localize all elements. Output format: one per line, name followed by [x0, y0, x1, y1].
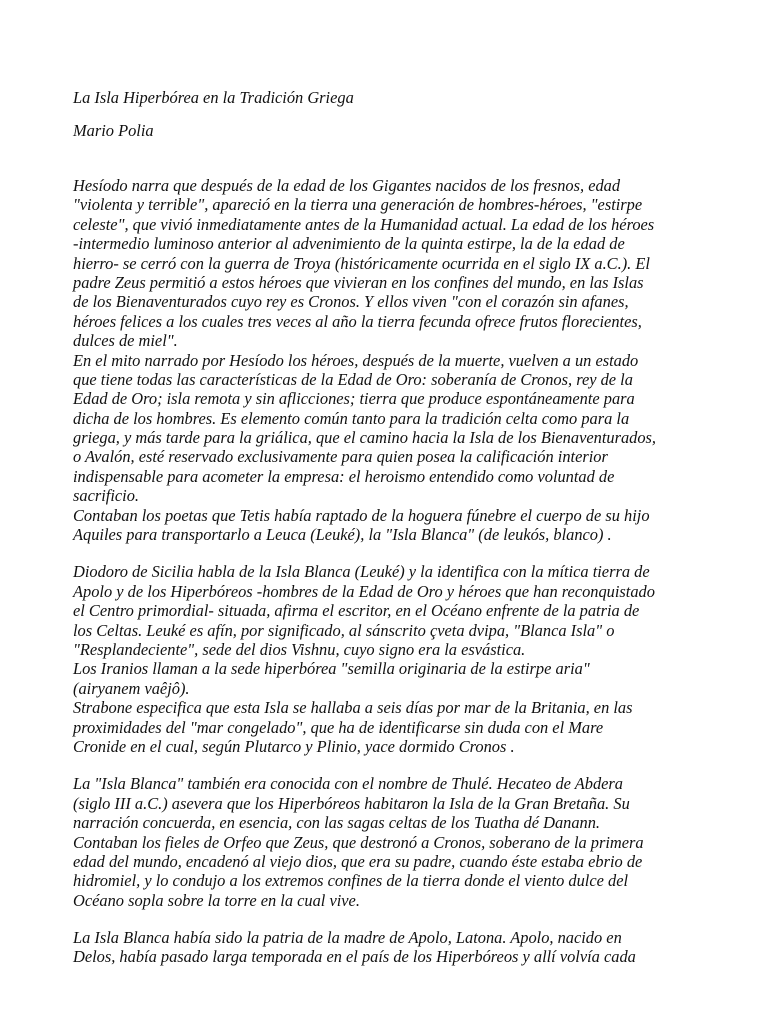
text-line: La "Isla Blanca" también era conocida con el nombre de Thulé. Hecateo de Abdera	[73, 774, 623, 794]
text-line: Aquiles para transportarlo a Leuca (Leuké), la "Isla Blanca" (de leukós, blanco) .	[73, 525, 612, 545]
text-line: los Celtas. Leuké es afín, por significado, al sánscrito çveta dvipa, "Blanca Isla" o	[73, 620, 615, 640]
text-line: sacrificio.	[73, 486, 140, 506]
text-line: griega, y más tarde para la griálica, que el camino hacia la Isla de los Bienaventurados,	[73, 428, 657, 448]
text-line: o Avalón, esté reservado exclusivamente para quien posea la calificación interior	[73, 447, 608, 467]
text-line: (siglo III a.C.) asevera que los Hiperbóreos habitaron la Isla de la Gran Bretaña. Su	[73, 793, 630, 813]
text-line: Océano sopla sobre la torre en la cual vive.	[73, 890, 360, 910]
text-line: Hesíodo narra que después de la edad de los Gigantes nacidos de los fresnos, edad	[73, 176, 621, 195]
text-line: Cronide en el cual, según Plutarco y Plinio, yace dormido Cronos .	[73, 736, 515, 756]
text-line: -intermedio luminoso anterior al advenimiento de la quinta estirpe, la de la edad de	[73, 234, 625, 254]
text-line: el Centro primordial- situada, afirma el escritor, en el Océano enfrente de la patria de	[73, 601, 640, 621]
paragraph	[73, 928, 703, 967]
paragraph-gap	[73, 756, 703, 774]
text-line: dulces de miel".	[73, 331, 178, 351]
text-line: Los Iranios llaman a la sede hiperbórea "semilla originaria de la estirpe aria"	[73, 659, 590, 679]
paragraph-gap	[73, 544, 703, 562]
text-line: hierro- se cerró con la guerra de Troya (históricamente ocurrida en el siglo IX a.C.). El	[73, 253, 650, 273]
document-body	[73, 176, 703, 967]
paragraph	[73, 562, 703, 756]
text-line: Edad de Oro; isla remota y sin aflicciones; tierra que produce espontáneamente para	[73, 389, 635, 409]
text-line: padre Zeus permitió a estos héroes que vivieran en los confines del mundo, en las Islas	[73, 272, 644, 292]
text-line: La Isla Blanca había sido la patria de la madre de Apolo, Latona. Apolo, nacido en	[73, 928, 622, 948]
text-line: dicha de los hombres. Es elemento común tanto para la tradición celta como para la	[73, 408, 630, 428]
paragraph-gap	[73, 910, 703, 928]
document-author: Mario Polia	[73, 121, 154, 140]
text-line: héroes felices a los cuales tres veces al año la tierra fecunda ofrece frutos florecientes,	[73, 311, 642, 331]
text-line: Diodoro de Sicilia habla de la Isla Blanca (Leuké) y la identifica con la mítica tierra de	[73, 562, 650, 582]
text-line: narración concuerda, en esencia, con las sagas celtas de los Tuatha dé Danann.	[73, 813, 601, 833]
text-line: indispensable para acometer la empresa: el heroismo entendido como voluntad de	[73, 466, 615, 486]
text-line: "Resplandeciente", sede del dios Vishnu, cuyo signo era la esvástica.	[73, 639, 526, 659]
document-title: La Isla Hiperbórea en la Tradición Griega	[73, 88, 354, 107]
text-line: hidromiel, y lo condujo a los extremos confines de la tierra donde el viento dulce del	[73, 871, 629, 891]
text-line: celeste", que vivió inmediatamente antes de la Humanidad actual. La edad de los héroes	[73, 214, 655, 234]
text-line: Strabone especifica que esta Isla se hallaba a seis días por mar de la Britania, en las	[73, 698, 633, 718]
paragraph	[73, 176, 703, 544]
text-line: (airyanem vaêjô).	[73, 678, 190, 698]
text-line: Delos, había pasado larga temporada en el país de los Hiperbóreos y allí volvía cada	[73, 947, 636, 967]
text-line: En el mito narrado por Hesíodo los héroes, después de la muerte, vuelven a un estado	[73, 350, 639, 370]
text-line: de los Bienaventurados cuyo rey es Cronos. Y ellos viven "con el corazón sin afanes,	[73, 292, 629, 312]
paragraph	[73, 774, 703, 910]
text-line: Apolo y de los Hiperbóreos -hombres de la Edad de Oro y héroes que han reconquistado	[73, 581, 655, 601]
text-line: Contaban los fieles de Orfeo que Zeus, que destronó a Cronos, soberano de la primera	[73, 832, 644, 852]
text-line: proximidades del "mar congelado", que ha de identificarse sin duda con el Mare	[73, 717, 604, 737]
text-line: que tiene todas las características de la Edad de Oro: soberanía de Cronos, rey de la	[73, 369, 633, 389]
text-line: Contaban los poetas que Tetis había raptado de la hoguera fúnebre el cuerpo de su hijo	[73, 505, 650, 525]
text-line: "violenta y terrible", apareció en la tierra una generación de hombres-héroes, "estirpe	[73, 195, 643, 215]
text-line: edad del mundo, encadenó al viejo dios, que era su padre, cuando éste estaba ebrio de	[73, 851, 643, 871]
